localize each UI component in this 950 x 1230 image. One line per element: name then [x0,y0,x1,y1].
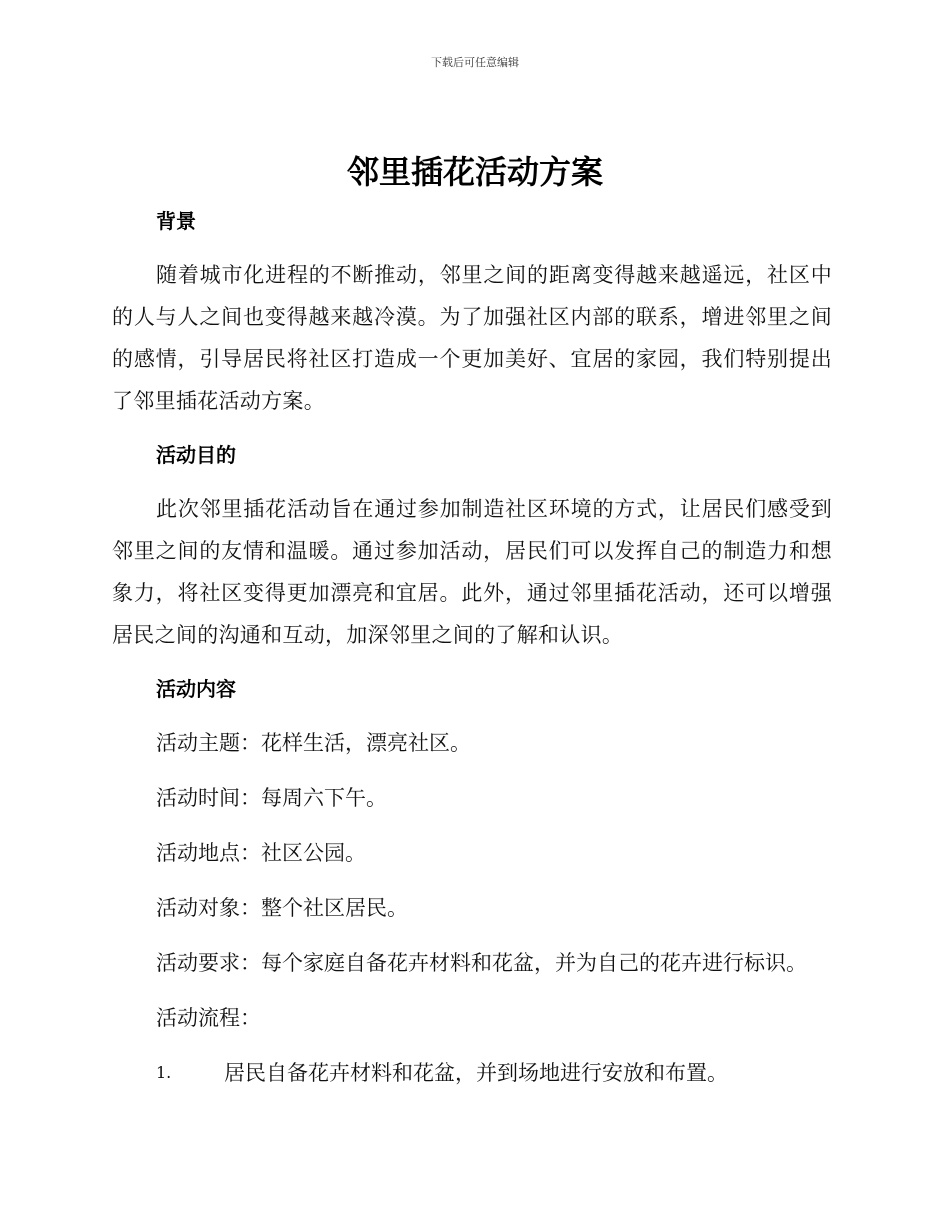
content-line-process: 活动流程： [156,1006,261,1030]
content-line-audience: 活动对象：整个社区居民。 [156,896,408,920]
header-note: 下载后可任意编辑 [431,56,519,69]
section-heading-purpose: 活动目的 [156,443,236,467]
content-line-location: 活动地点：社区公园。 [156,841,366,865]
list-item-text: 居民自备花卉材料和花盆，并到场地进行安放和布置。 [224,1061,728,1085]
list-item [112,1052,832,1094]
paragraph-purpose: 此次邻里插花活动旨在通过参加制造社区环境的方式，让居民们感受到邻里之间的友情和温暖。通过参加活动，居民们可以发挥自己的制造力和想象力，将社区变得更加漂亮和宜居。此外，通过邻里插花活动，还可以增强居民之间的沟通和互动，加深邻里之间的了解和认识。 [112,497,832,647]
document-body [112,200,832,1094]
section-heading-content: 活动内容 [156,677,236,701]
list-item-number: 1. [156,1063,172,1082]
document-title: 邻里插花活动方案 [346,153,603,191]
section-heading-background: 背景 [156,209,196,233]
content-line-theme: 活动主题：花样生活，漂亮社区。 [156,731,471,755]
paragraph-background: 随着城市化进程的不断推动，邻里之间的距离变得越来越遥远，社区中的人与人之间也变得越来越冷漠。为了加强社区内部的联系，增进邻里之间的感情，引导居民将社区打造成一个更加美好、宜居的家园，我们特别提出了邻里插花活动方案。 [112,263,832,413]
content-line-requirements: 活动要求：每个家庭自备花卉材料和花盆，并为自己的花卉进行标识。 [156,951,807,975]
content-line-time: 活动时间：每周六下午。 [156,786,387,810]
